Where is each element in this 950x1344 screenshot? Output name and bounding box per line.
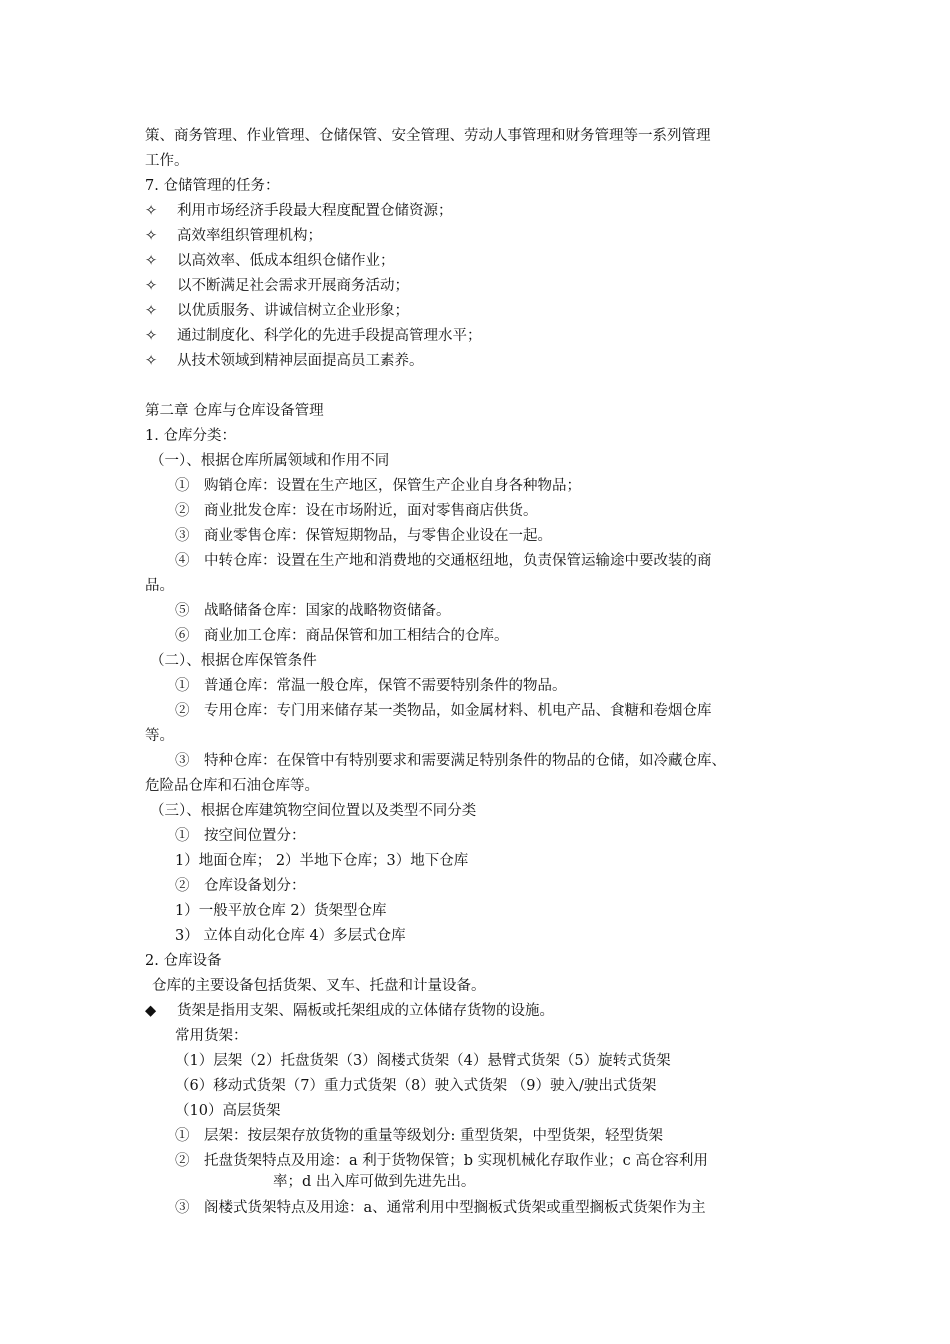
text-line: 仓库的主要设备包括货架、叉车、托盘和计量设备。 bbox=[152, 978, 486, 994]
subsection-heading: （一）、根据仓库所属领域和作用不同 bbox=[150, 453, 390, 469]
list-item: ④ 中转仓库：设置在生产地和消费地的交通枢纽地，负责保管运输途中要改装的商 bbox=[175, 553, 712, 569]
list-item: ③ 阁楼式货架特点及用途：a、通常利用中型搁板式货架或重型搁板式货架作为主 bbox=[175, 1200, 706, 1216]
list-item: ✧ 以不断满足社会需求开展商务活动； bbox=[145, 278, 409, 294]
diamond-outline-icon: ✧ bbox=[145, 353, 158, 369]
section-heading: 7. 仓储管理的任务： bbox=[145, 178, 280, 194]
list-item: ⑥ 商业加工仓库：商品保管和加工相结合的仓库。 bbox=[175, 628, 509, 644]
subsection-heading: （三）、根据仓库建筑物空间位置以及类型不同分类 bbox=[150, 803, 477, 819]
text-line: 3） 立体自动化仓库 4）多层式仓库 bbox=[175, 928, 406, 944]
text-line: （6）移动式货架（7）重力式货架（8）驶入式货架 （9）驶入/驶出式货架 bbox=[175, 1078, 657, 1094]
list-item: ② 专用仓库：专门用来储存某一类物品，如金属材料、机电产品、食糖和卷烟仓库 bbox=[175, 703, 712, 719]
text-line: 率；d 出入库可做到先进先出。 bbox=[273, 1174, 476, 1190]
list-item: ① 购销仓库：设置在生产地区，保管生产企业自身各种物品； bbox=[175, 478, 581, 494]
text-line: （1）层架（2）托盘货架（3）阁楼式货架（4）悬臂式货架（5）旋转式货架 bbox=[175, 1053, 671, 1069]
diamond-outline-icon: ✧ bbox=[145, 278, 158, 294]
list-item: ② 仓库设备划分： bbox=[175, 878, 306, 894]
text-line: 等。 bbox=[145, 728, 174, 744]
list-item: ⑤ 战略储备仓库：国家的战略物资储备。 bbox=[175, 603, 451, 619]
diamond-outline-icon: ✧ bbox=[145, 303, 158, 319]
section-heading: 1. 仓库分类： bbox=[145, 428, 236, 444]
list-item: ③ 特种仓库：在保管中有特别要求和需要满足特别条件的物品的仓储，如冷藏仓库、 bbox=[175, 753, 726, 769]
list-item: ① 按空间位置分： bbox=[175, 828, 306, 844]
list-item: ✧ 通过制度化、科学化的先进手段提高管理水平； bbox=[145, 328, 482, 344]
list-item: ◆ 货架是指用支架、隔板或托架组成的立体储存货物的设施。 bbox=[145, 1003, 554, 1019]
chapter-heading: 第二章 仓库与仓库设备管理 bbox=[145, 403, 324, 419]
text-line: 1）一般平放仓库 2）货架型仓库 bbox=[175, 903, 387, 919]
diamond-outline-icon: ✧ bbox=[145, 253, 158, 269]
diamond-outline-icon: ✧ bbox=[145, 228, 158, 244]
text-line: 危险品仓库和石油仓库等。 bbox=[145, 778, 319, 794]
subsection-heading: （二）、根据仓库保管条件 bbox=[150, 653, 317, 669]
list-item: ① 层架：按层架存放货物的重量等级划分: 重型货架，中型货架，轻型货架 bbox=[175, 1128, 663, 1144]
list-item: ✧ 以高效率、低成本组织仓储作业； bbox=[145, 253, 395, 269]
diamond-outline-icon: ✧ bbox=[145, 203, 158, 219]
list-item: ③ 商业零售仓库：保管短期物品，与零售企业设在一起。 bbox=[175, 528, 552, 544]
list-item: ✧ 利用市场经济手段最大程度配置仓储资源； bbox=[145, 203, 453, 219]
diamond-solid-icon: ◆ bbox=[145, 1003, 157, 1019]
text-line: 1）地面仓库； 2）半地下仓库；3）地下仓库 bbox=[175, 853, 469, 869]
text-line: 常用货架： bbox=[175, 1028, 248, 1044]
list-item: ✧ 从技术领域到精神层面提高员工素养。 bbox=[145, 353, 424, 369]
list-item: ✧ 高效率组织管理机构； bbox=[145, 228, 322, 244]
list-item: ② 商业批发仓库：设在市场附近，面对零售商店供货。 bbox=[175, 503, 538, 519]
list-item: ② 托盘货架特点及用途：a 利于货物保管；b 实现机械化存取作业；c 高仓容利用 bbox=[175, 1153, 708, 1169]
text-line: 策、商务管理、作业管理、仓储保管、安全管理、劳动人事管理和财务管理等一系列管理 bbox=[145, 128, 711, 144]
text-line: 工作。 bbox=[145, 153, 189, 169]
list-item: ✧ 以优质服务、讲诚信树立企业形象； bbox=[145, 303, 409, 319]
text-line: （10）高层货架 bbox=[175, 1103, 281, 1119]
section-heading: 2. 仓库设备 bbox=[145, 953, 222, 969]
list-item: ① 普通仓库：常温一般仓库，保管不需要特别条件的物品。 bbox=[175, 678, 567, 694]
text-line: 品。 bbox=[145, 578, 174, 594]
diamond-outline-icon: ✧ bbox=[145, 328, 158, 344]
